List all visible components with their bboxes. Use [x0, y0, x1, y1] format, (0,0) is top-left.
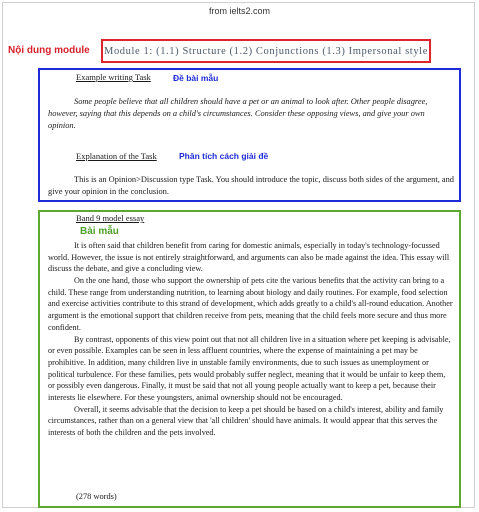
- task-annotation: Đề bài mẫu: [173, 73, 219, 83]
- task-heading: Example writing Task: [76, 72, 151, 82]
- essay-annotation: Bài mẫu: [80, 226, 119, 237]
- explanation-body: [48, 174, 454, 198]
- essay-heading: Band 9 model essay: [76, 213, 145, 223]
- essay-paragraph-3: By contrast, opponents of this view point out that not all children live in a situation where pet keeping is advisable, or even possible. Examples can be seen in less affluent countries, where the expense of maintaining a pet may be prohibitive. In addition, many children live in unstable family environments, due to such issues as unemployment or political turbulence. For these families, pets would probably suffer neglect, meaning that it would be unfair to keep them, or possibly even dangerous. Finally, it must be said that not all young people actually want to keep a pet, because their interests lie elsewhere. For these youngsters, animal ownership should not be encouraged.: [48, 334, 451, 402]
- module-title: Module 1: (1.1) Structure (1.2) Conjunctions (1.3) Impersonal style: [104, 45, 428, 57]
- essay-paragraph-2: On the one hand, those who support the ownership of pets cite the various benefits that the activity can bring to a child. These range from understanding nutrition, to learning about biology and daily routines. For example, food selection and exercise activities contribute to this strand of development, which adds greatly to a child's all-round education. Another argument is the emotional support that children receive from pets, meaning that the child feels more secure and thus more confident.: [48, 276, 453, 332]
- task-body: [48, 96, 454, 132]
- essay-paragraph-4: Overall, it seems advisable that the decision to keep a pet should be based on a child's interest, ability and family circumstances, rather than on a general view that 'all children' should have animals. It would appear that this serves the interests of both the children and the pets involved.: [48, 404, 444, 437]
- module-label: Nội dung module: [8, 45, 90, 56]
- explanation-annotation: Phân tích cách giải đề: [179, 151, 269, 161]
- task-text: Some people believe that all children should have a pet or an animal to look after. Other people disagree, however, saying that this depends on a child's circumstances. Consider these opposing views, and give your own opinion.: [48, 97, 428, 130]
- word-count: (278 words): [76, 492, 117, 501]
- essay-body: [48, 240, 454, 439]
- explanation-heading: Explanation of the Task: [76, 151, 157, 161]
- source-caption: from ielts2.com: [208, 6, 270, 16]
- essay-paragraph-1: It is often said that children benefit from caring for domestic animals, especially in today's technology-focussed world. However, the issue is not entirely straightforward, and arguments can also be made against the idea. This essay will discuss the debate, and give a concluding view.: [48, 241, 450, 274]
- explanation-text: This is an Opinion>Discussion type Task. You should introduce the topic, discuss both sides of the argument, and give your opinion in the conclusion.: [48, 175, 454, 196]
- module-title-box: [101, 39, 431, 63]
